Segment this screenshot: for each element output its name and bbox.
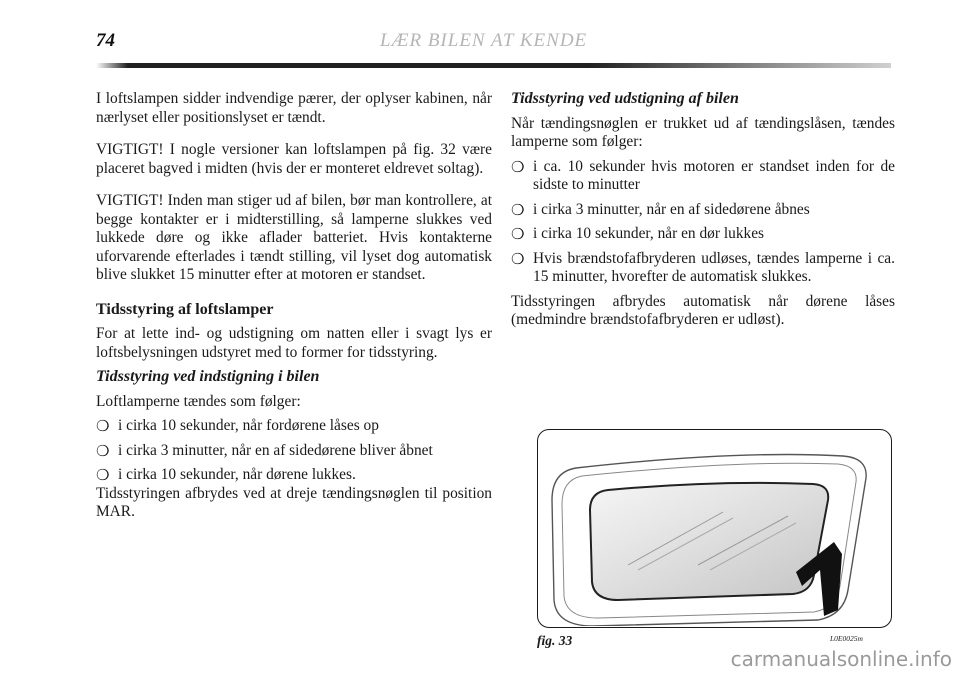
paragraph-vigtigt-2: VIGTIGT! Inden man stiger ud af bilen, bør man kontrollere, at begge kontakter er i midterstilling, så lamperne slukkes ved lukkede døre og ikke aflader batteriet. Hvis kontakterne uforvarende efterlades i tændt stilling, vil lyset dog automatisk blive slukket 15 minutter efter at motoren er standset. [96, 192, 492, 283]
list-item: ❍ i ca. 10 sekunder hvis motoren er standset inden for de sidste to minutter [511, 157, 895, 193]
paragraph-vigtigt-1: VIGTIGT! I nogle versioner kan loftslampen på fig. 32 være placeret bagved i midten (hvis der er monteret eldrevet soltag). [96, 141, 492, 177]
paragraph-exit-cancel: Tidsstyringen afbrydes automatisk når dørene låses (medmindre brændstofafbryderen er udløst). [511, 292, 895, 328]
list-item: ❍ i cirka 10 sekunder, når en dør lukkes [511, 225, 765, 243]
figure-code: L0E0025m [830, 634, 863, 643]
figure-caption: fig. 33 [537, 633, 573, 648]
watermark: carmanualsonline.info [730, 647, 952, 671]
paragraph-entry-intro: Loftlamperne tændes som følger: [96, 392, 301, 410]
left-column [96, 90, 492, 522]
bullet-circle-icon: ❍ [96, 441, 110, 460]
paragraph-loftslampe: I loftslampen sidder indvendige pærer, der oplyser kabinen, når nærlyset eller positionslyset er tændt. [96, 90, 492, 126]
list-item: ❍ i cirka 3 minutter, når en af sidedørene åbnes [511, 200, 810, 219]
list-item: ❍ i cirka 10 sekunder, når fordørene låses op [96, 417, 379, 435]
bullet-circle-icon: ❍ [96, 466, 110, 484]
lamp-lens [590, 483, 828, 600]
bullet-circle-icon: ❍ [511, 249, 525, 268]
subheading-exit: Tidsstyring ved udstigning af bilen [511, 90, 739, 107]
bullet-circle-icon: ❍ [511, 200, 525, 219]
running-title: LÆR BILEN AT KENDE [380, 30, 588, 51]
figure-ceiling-lamp [537, 429, 892, 628]
section-heading: Tidsstyring af loftslamper [96, 300, 274, 318]
right-column [511, 90, 895, 330]
list-item: ❍ i cirka 10 sekunder, når dørene lukkes. [96, 466, 356, 484]
paragraph-entry-cancel: Tidsstyringen afbrydes ved at dreje tændingsnøglen til position MAR. [96, 484, 492, 520]
list-item: ❍ Hvis brændstofafbryderen udløses, tændes lamperne i ca. 15 minutter, hvorefter de automatisk slukkes. [511, 249, 895, 285]
subheading-entry: Tidsstyring ved indstigning i bilen [96, 368, 320, 385]
list-item: ❍ i cirka 3 minutter, når en af sidedørene bliver åbnet [96, 441, 433, 460]
bullet-circle-icon: ❍ [511, 157, 525, 176]
bullet-circle-icon: ❍ [511, 225, 525, 243]
paragraph-intro-timing: For at lette ind- og udstigning om natten eller i svagt lys er loftsbelysningen udstyret med to former for tidsstyring. [96, 325, 492, 361]
ceiling-lamp-illustration [538, 430, 890, 626]
paragraph-exit-intro: Når tændingsnøglen er trukket ud af tændingslåsen, tændes lamperne som følger: [511, 114, 895, 150]
bullet-circle-icon: ❍ [96, 417, 110, 435]
header-rule [96, 63, 891, 68]
page-number: 74 [96, 30, 115, 51]
